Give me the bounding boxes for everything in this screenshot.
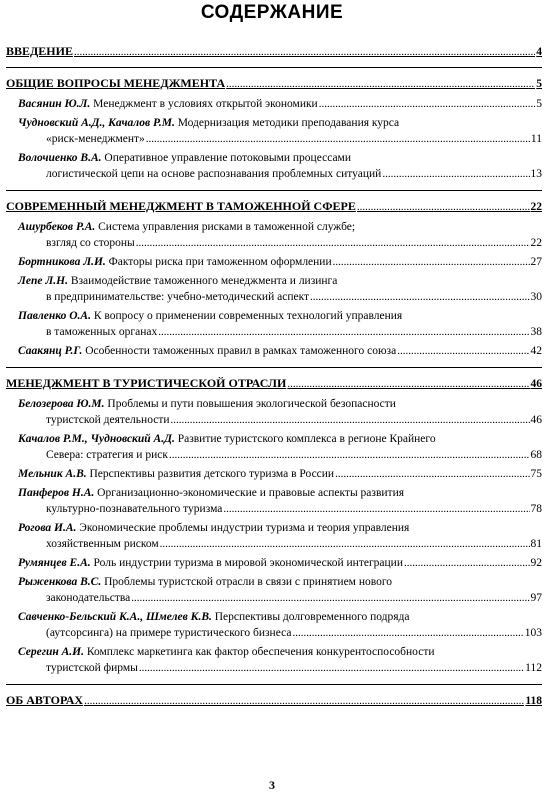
entry-line	[18, 431, 542, 447]
entry-line	[18, 219, 542, 235]
entry-author: Панферов Н.А.	[18, 487, 95, 499]
entry-text	[46, 324, 157, 340]
entry-line	[18, 131, 542, 147]
entry-line	[18, 625, 542, 641]
entry-title: Система управления рисками в таможенной службе;	[98, 221, 356, 233]
entry-text	[18, 555, 403, 571]
entry-author: Рыженкова В.С.	[18, 576, 102, 588]
toc-entry[interactable]	[6, 343, 542, 359]
dot-leader	[357, 201, 530, 213]
dot-leader	[287, 378, 529, 390]
entry-line	[18, 324, 542, 340]
entry-page-number: 38	[530, 326, 542, 338]
entry-title: логистической цепи на основе распознавания проблемных ситуаций	[46, 168, 382, 180]
entry-page-number: 13	[530, 168, 542, 180]
entry-title: Факторы риска при таможенном оформлении	[108, 256, 332, 268]
entry-author: Белозерова Ю.М.	[18, 398, 105, 410]
entry-line	[18, 412, 542, 428]
entry-title: туристской деятельности	[46, 414, 170, 426]
entry-author: Мельник А.В.	[18, 468, 87, 480]
entry-title: Роль индустрии туризма в мировой экономической интеграции	[93, 557, 403, 569]
entry-line	[18, 447, 542, 463]
dot-leader	[74, 46, 535, 58]
entry-author: Бортникова Л.И.	[18, 256, 106, 268]
entry-line	[18, 501, 542, 517]
entry-text	[18, 150, 351, 166]
entry-title: Комплекс маркетинга как фактор обеспечения конкурентоспособности	[86, 646, 435, 658]
dot-leader	[319, 96, 536, 112]
entry-author: Лепе Л.Н.	[18, 275, 68, 287]
section-page-number: 46	[530, 378, 542, 390]
entry-line	[18, 308, 542, 324]
entry-text	[18, 254, 332, 270]
entry-page-number: 97	[530, 592, 542, 604]
entry-text	[46, 235, 135, 251]
entry-title: взгляд со стороны	[46, 237, 135, 249]
toc-section	[6, 199, 542, 359]
entry-page-number: 68	[530, 449, 542, 461]
section-title: ВВЕДЕНИЕ	[6, 44, 73, 58]
dot-leader	[397, 343, 529, 359]
entry-line	[18, 289, 542, 305]
entry-text	[46, 590, 130, 606]
toc-entry[interactable]	[6, 150, 542, 182]
entry-title: Проблемы туристской отрасли в связи с принятием нового	[104, 576, 393, 588]
entry-text	[46, 660, 138, 676]
entry-line	[18, 254, 542, 270]
toc-entry[interactable]	[6, 609, 542, 641]
dot-leader	[171, 412, 530, 428]
entry-text	[18, 308, 402, 324]
toc-entry[interactable]	[6, 219, 542, 251]
entry-author: Васянин Ю.Л.	[18, 98, 91, 110]
section-title: ОБЩИЕ ВОПРОСЫ МЕНЕДЖМЕНТА	[6, 76, 226, 90]
entry-text	[46, 412, 170, 428]
dot-leader	[136, 235, 530, 251]
entry-text	[18, 574, 392, 590]
entry-line	[18, 166, 542, 182]
entry-page-number: 92	[530, 557, 542, 569]
entry-line	[18, 466, 542, 482]
dot-leader	[158, 324, 529, 340]
entry-author: Чудновский А.Д., Качалов Р.М.	[18, 117, 175, 129]
toc-section	[6, 693, 542, 708]
entry-page-number: 42	[530, 345, 542, 357]
section-title: ОБ АВТОРАХ	[6, 693, 84, 707]
dot-leader	[226, 78, 535, 90]
entry-line	[18, 96, 542, 112]
section-divider	[6, 67, 542, 68]
section-page-number: 5	[536, 78, 542, 90]
entry-title: Перспективы развития детского туризма в России	[89, 468, 335, 480]
entry-title: Оперативное управление потоковыми процессами	[104, 152, 351, 164]
entry-page-number: 30	[530, 291, 542, 303]
toc-entry[interactable]	[6, 485, 542, 517]
toc-entry[interactable]	[6, 466, 542, 482]
entry-title: хозяйственным риском	[46, 538, 159, 550]
entry-text	[18, 273, 337, 289]
entry-text	[46, 447, 168, 463]
entry-title: в предпринимательстве: учебно-методический аспект	[46, 291, 310, 303]
entry-line	[18, 273, 542, 289]
entry-author: Рогова И.А.	[18, 522, 77, 534]
section-title: СОВРЕМЕННЫЙ МЕНЕДЖМЕНТ В ТАМОЖЕННОЙ СФЕРЕ	[6, 199, 356, 213]
entry-page-number: 112	[525, 662, 542, 674]
entry-title: Взаимодействие таможенного менеджмента и лизинга	[70, 275, 338, 287]
entry-title: Перспективы долговременного подряда	[214, 611, 410, 623]
entry-title: Менеджмент в условиях открытой экономики	[93, 98, 318, 110]
dot-leader	[160, 536, 530, 552]
entry-title: Особенности таможенных правил в рамках таможенного союза	[85, 345, 397, 357]
entry-line	[18, 343, 542, 359]
entry-text	[18, 96, 318, 112]
toc-section	[6, 376, 542, 676]
dot-leader	[131, 590, 529, 606]
entry-text	[18, 115, 399, 131]
section-page-number: 22	[530, 201, 542, 213]
page-number: 3	[269, 778, 275, 792]
toc-entry[interactable]	[6, 273, 542, 305]
entry-line	[18, 396, 542, 412]
entry-author: Волочиенко В.А.	[18, 152, 102, 164]
entry-title: Проблемы и пути повышения экологической безопасности	[107, 398, 396, 410]
page-title: СОДЕРЖАНИЕ	[200, 2, 344, 23]
entry-line	[18, 485, 542, 501]
dot-leader	[335, 466, 529, 482]
section-heading[interactable]	[6, 693, 542, 708]
section-divider	[6, 684, 542, 685]
entry-text	[18, 485, 404, 501]
entry-line	[18, 150, 542, 166]
entry-page-number: 103	[524, 627, 542, 639]
entry-page-number: 78	[530, 503, 542, 515]
toc-section	[6, 76, 542, 182]
entry-text	[46, 131, 145, 147]
entry-text	[46, 625, 291, 641]
entry-line	[18, 235, 542, 251]
toc-entry[interactable]	[6, 115, 542, 147]
entry-line	[18, 590, 542, 606]
entry-title: Развитие туристского комплекса в регионе Крайнего	[177, 433, 436, 445]
entry-page-number: 27	[530, 256, 542, 268]
toc-entry[interactable]	[6, 96, 542, 112]
entry-text	[46, 501, 222, 517]
dot-leader	[84, 695, 524, 707]
toc-entry[interactable]	[6, 308, 542, 340]
entry-title: Организационно-экономические и правовые аспекты развития	[97, 487, 405, 499]
entry-page-number: 81	[530, 538, 542, 550]
dot-leader	[146, 131, 530, 147]
entry-line	[18, 520, 542, 536]
toc-section	[6, 44, 542, 59]
entry-text	[18, 343, 396, 359]
entry-line	[18, 660, 542, 676]
section-heading[interactable]	[6, 76, 542, 91]
entry-text	[18, 609, 410, 625]
entry-page-number: 5	[536, 98, 542, 110]
entry-title: «риск-менеджмент»	[46, 133, 145, 145]
section-page-number: 118	[525, 695, 542, 707]
entry-page-number: 75	[530, 468, 542, 480]
entry-author: Ашурбеков Р.А.	[18, 221, 96, 233]
dot-leader	[310, 289, 529, 305]
section-heading[interactable]	[6, 199, 542, 214]
entry-author: Савченко-Бельский К.А., Шмелев К.В.	[18, 611, 212, 623]
toc-entry[interactable]	[6, 431, 542, 463]
entry-title: культурно-познавательного туризма	[46, 503, 223, 515]
dot-leader	[382, 166, 529, 182]
dot-leader	[333, 254, 530, 270]
entry-text	[18, 520, 409, 536]
toc-entry[interactable]	[6, 555, 542, 571]
entry-page-number: 46	[530, 414, 542, 426]
entry-author: Румянцев Е.А.	[18, 557, 91, 569]
dot-leader	[404, 555, 530, 571]
section-heading[interactable]	[6, 376, 542, 391]
entry-line	[18, 574, 542, 590]
entry-text	[46, 166, 381, 182]
entry-author: Павленко О.А.	[18, 310, 91, 322]
toc-entry[interactable]	[6, 574, 542, 606]
section-divider	[6, 190, 542, 191]
section-title: МЕНЕДЖМЕНТ В ТУРИСТИЧЕСКОЙ ОТРАСЛИ	[6, 376, 287, 390]
entry-title: туристской фирмы	[46, 662, 138, 674]
entry-author: Качалов Р.М., Чудновский А.Д.	[18, 433, 175, 445]
entry-text	[18, 431, 436, 447]
entry-text	[46, 536, 159, 552]
entry-title: законодательства	[46, 592, 131, 604]
entry-line	[18, 644, 542, 660]
entry-text	[18, 644, 435, 660]
entry-title: (аутсорсинга) на примере туристического бизнеса	[46, 627, 292, 639]
toc-entry[interactable]	[6, 520, 542, 552]
entry-text	[18, 219, 355, 235]
entry-line	[18, 555, 542, 571]
entry-line	[18, 115, 542, 131]
entry-author: Саакянц Р.Г.	[18, 345, 83, 357]
dot-leader	[169, 447, 530, 463]
entry-title: в таможенных органах	[46, 326, 158, 338]
entry-title: Модернизация методики преподавания курса	[177, 117, 400, 129]
toc-entry[interactable]	[6, 254, 542, 270]
entry-line	[18, 536, 542, 552]
toc-entry[interactable]	[6, 396, 542, 428]
entry-author: Серегин А.И.	[18, 646, 84, 658]
entry-title: К вопросу о применении современных технологий управления	[93, 310, 403, 322]
entry-title: Севера: стратегия и риск	[46, 449, 168, 461]
section-heading[interactable]	[6, 44, 542, 59]
table-of-contents	[6, 44, 542, 722]
toc-entry[interactable]	[6, 644, 542, 676]
entry-page-number: 11	[530, 133, 542, 145]
entry-text	[18, 396, 396, 412]
entry-title: Экономические проблемы индустрии туризма и теория управления	[79, 522, 410, 534]
entry-text	[18, 466, 334, 482]
entry-page-number: 22	[530, 237, 542, 249]
entry-text	[46, 289, 309, 305]
section-page-number: 4	[536, 46, 542, 58]
dot-leader	[139, 660, 524, 676]
section-divider	[6, 367, 542, 368]
dot-leader	[292, 625, 523, 641]
dot-leader	[223, 501, 529, 517]
entry-line	[18, 609, 542, 625]
